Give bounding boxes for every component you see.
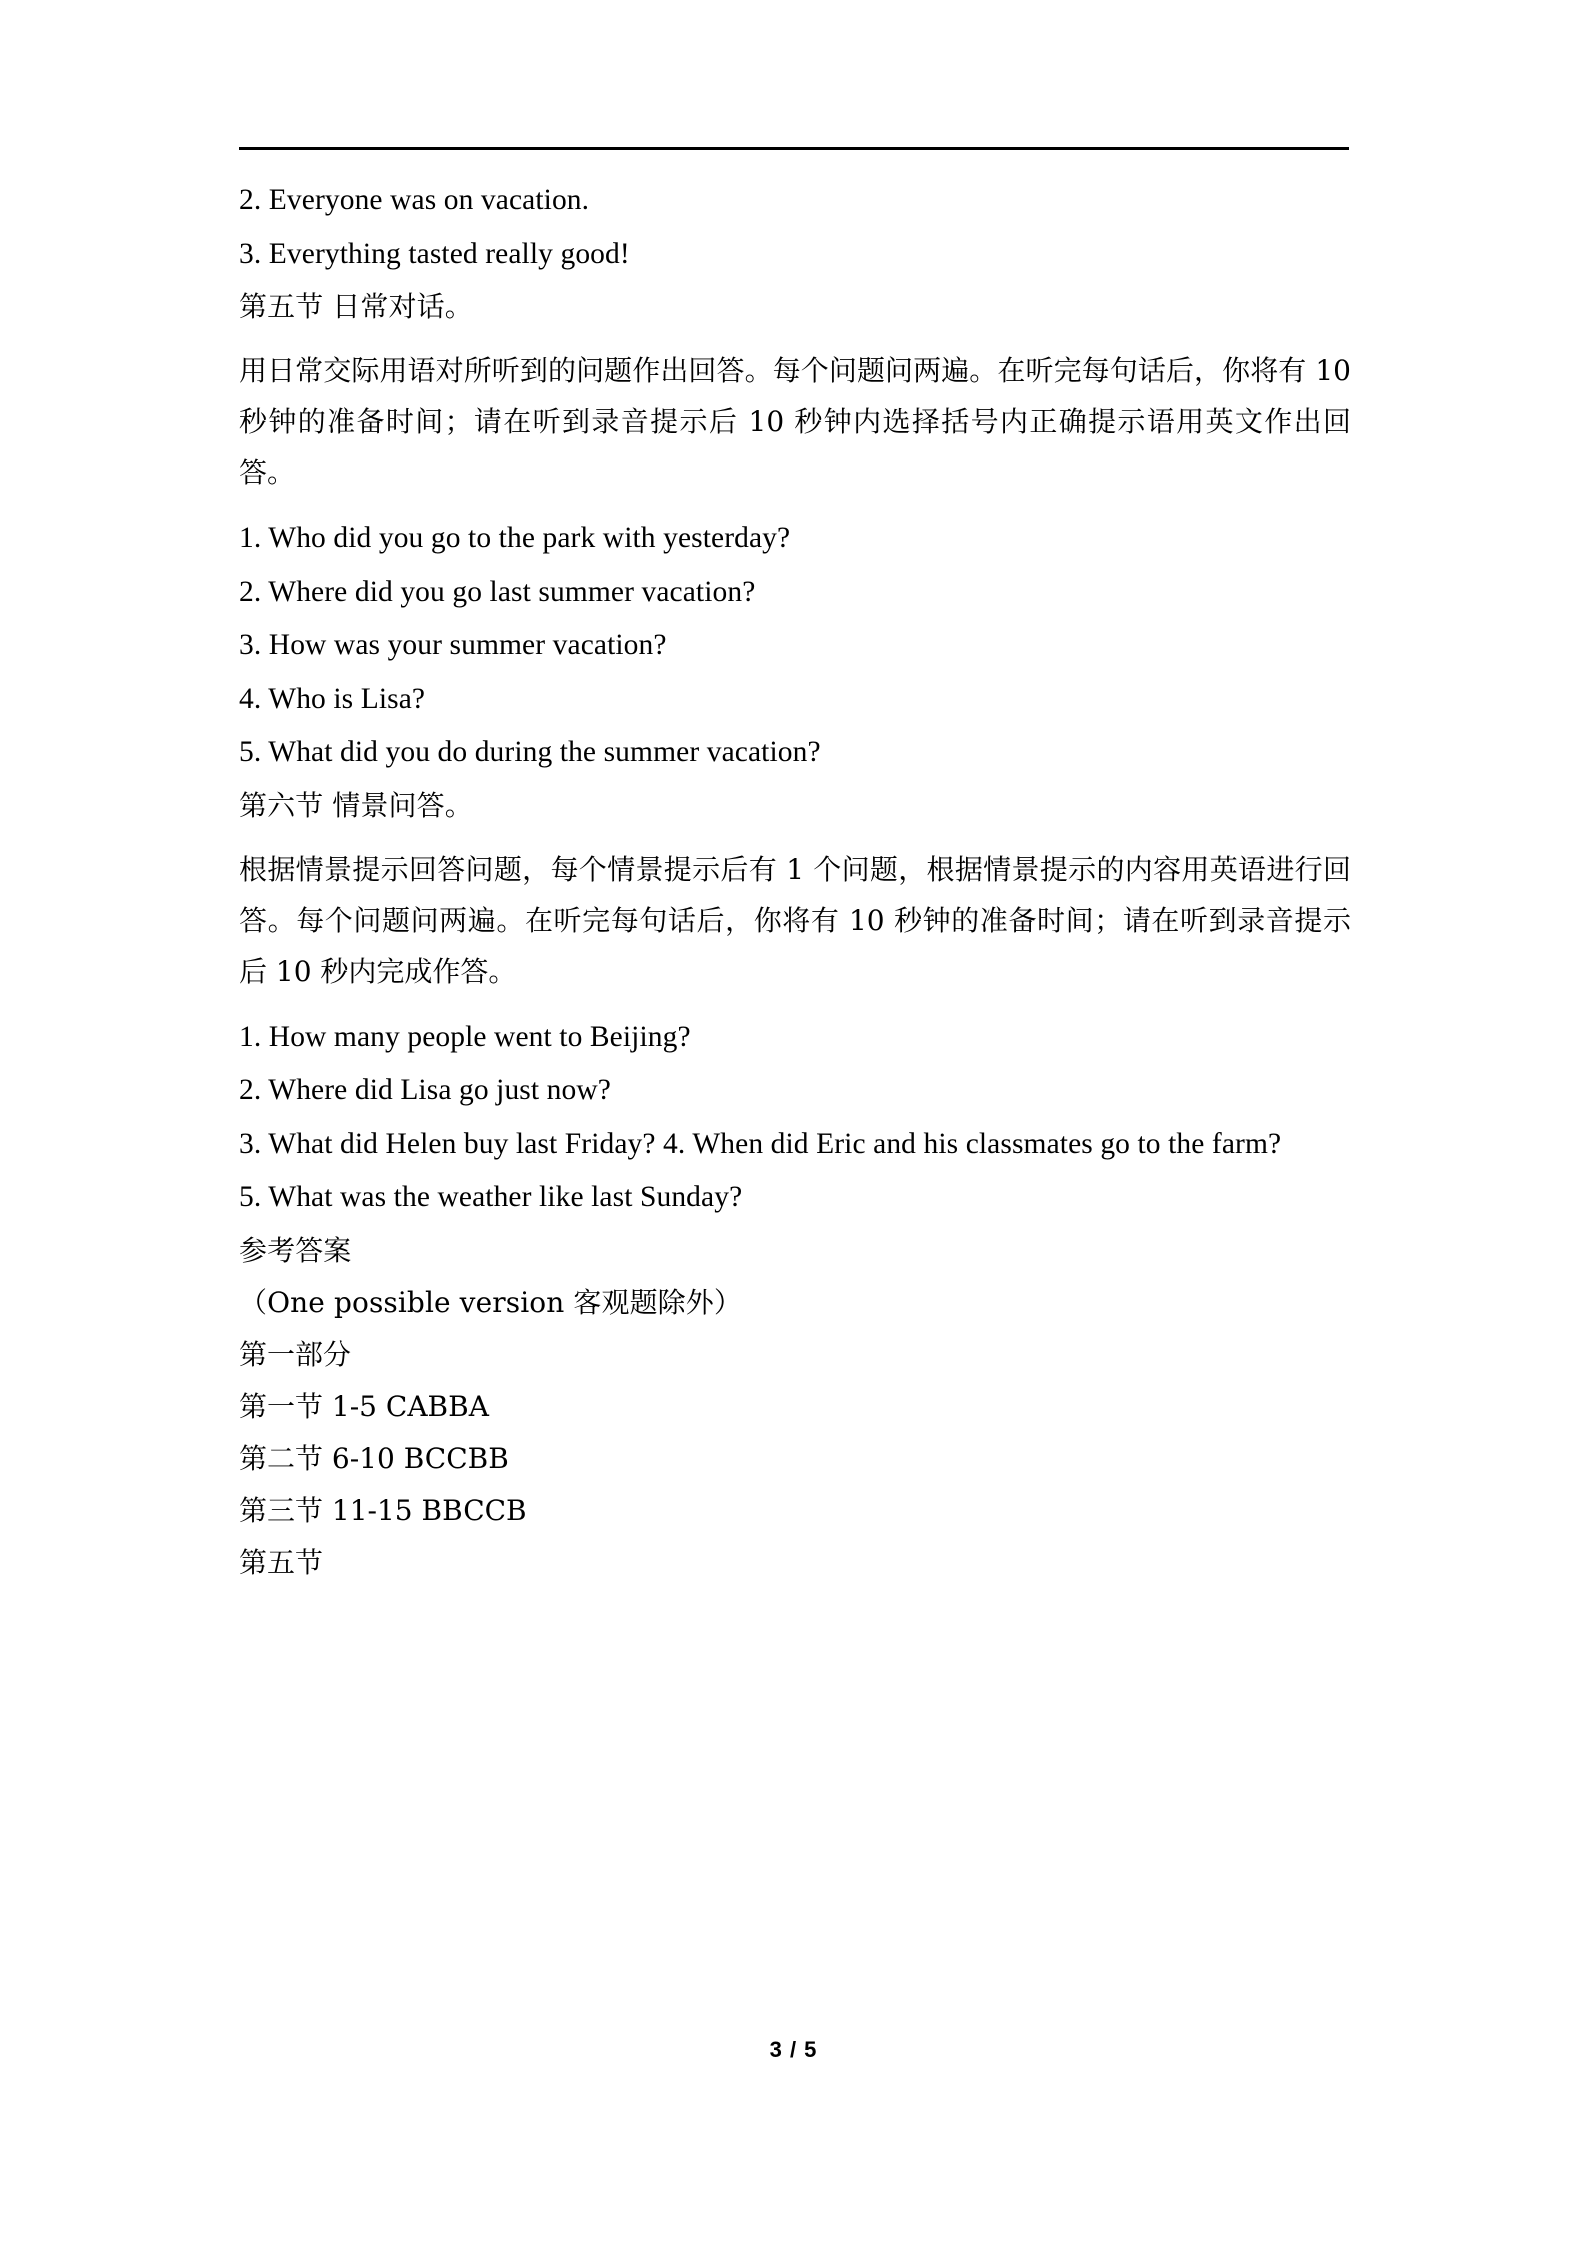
header-divider-rule xyxy=(239,147,1349,150)
section-six-heading: 第六节 情景问答。 xyxy=(239,788,473,822)
section-six-question-3-and-4: 3. What did Helen buy last Friday? 4. When did Eric and his classmates go to the farm? xyxy=(239,1127,1282,1160)
answer-key-entry-section-one: 第一节 1-5 CABBA xyxy=(239,1389,489,1423)
page-number: 3 / 5 xyxy=(769,2037,818,2062)
leftover-answer-3: 3. Everything tasted really good! xyxy=(239,237,630,270)
section-five-question-3: 3. How was your summer vacation? xyxy=(239,629,667,661)
section-five-instructions: 用日常交际用语对所听到的问题作出回答。每个问题问两遍。在听完每句话后，你将有 10 秒钟的准备时间；请在听到录音提示后 10 秒钟内选择括号内正确提示语用英文作出回答。 xyxy=(239,354,1351,489)
answer-key-entry-section-three: 第三节 11-15 BBCCB xyxy=(239,1493,527,1527)
section-five-heading: 第五节 日常对话。 xyxy=(239,290,473,323)
answer-key-note: （One possible version 客观题除外） xyxy=(239,1285,742,1319)
section-six-question-5: 5. What was the weather like last Sunday? xyxy=(239,1181,743,1213)
section-six-question-2: 2. Where did Lisa go just now? xyxy=(239,1074,611,1106)
section-six-instructions: 根据情景提示回答问题，每个情景提示后有 1 个问题，根据情景提示的内容用英语进行回答。每个问题问两遍。在听完每句话后，你将有 10 秒钟的准备时间；请在听到录音提示后 10 秒内完成作答。 xyxy=(239,852,1351,988)
answer-key-entry-section-two: 第二节 6-10 BCCBB xyxy=(239,1441,509,1475)
answer-key-entry-section-five: 第五节 xyxy=(239,1545,324,1579)
section-five-question-5: 5. What did you do during the summer vacation? xyxy=(239,736,821,768)
section-five-question-2: 2. Where did you go last summer vacation? xyxy=(239,575,756,608)
document-body xyxy=(239,186,1351,1601)
page-footer xyxy=(0,2037,1587,2063)
leftover-answer-2: 2. Everyone was on vacation. xyxy=(239,184,590,216)
section-six-question-1: 1. How many people went to Beijing? xyxy=(239,1020,691,1053)
section-five-question-1: 1. Who did you go to the park with yesterday? xyxy=(239,522,791,554)
answer-key-part-one: 第一部分 xyxy=(239,1337,352,1371)
answer-key-title: 参考答案 xyxy=(239,1233,352,1267)
section-five-question-4: 4. Who is Lisa? xyxy=(239,682,426,715)
